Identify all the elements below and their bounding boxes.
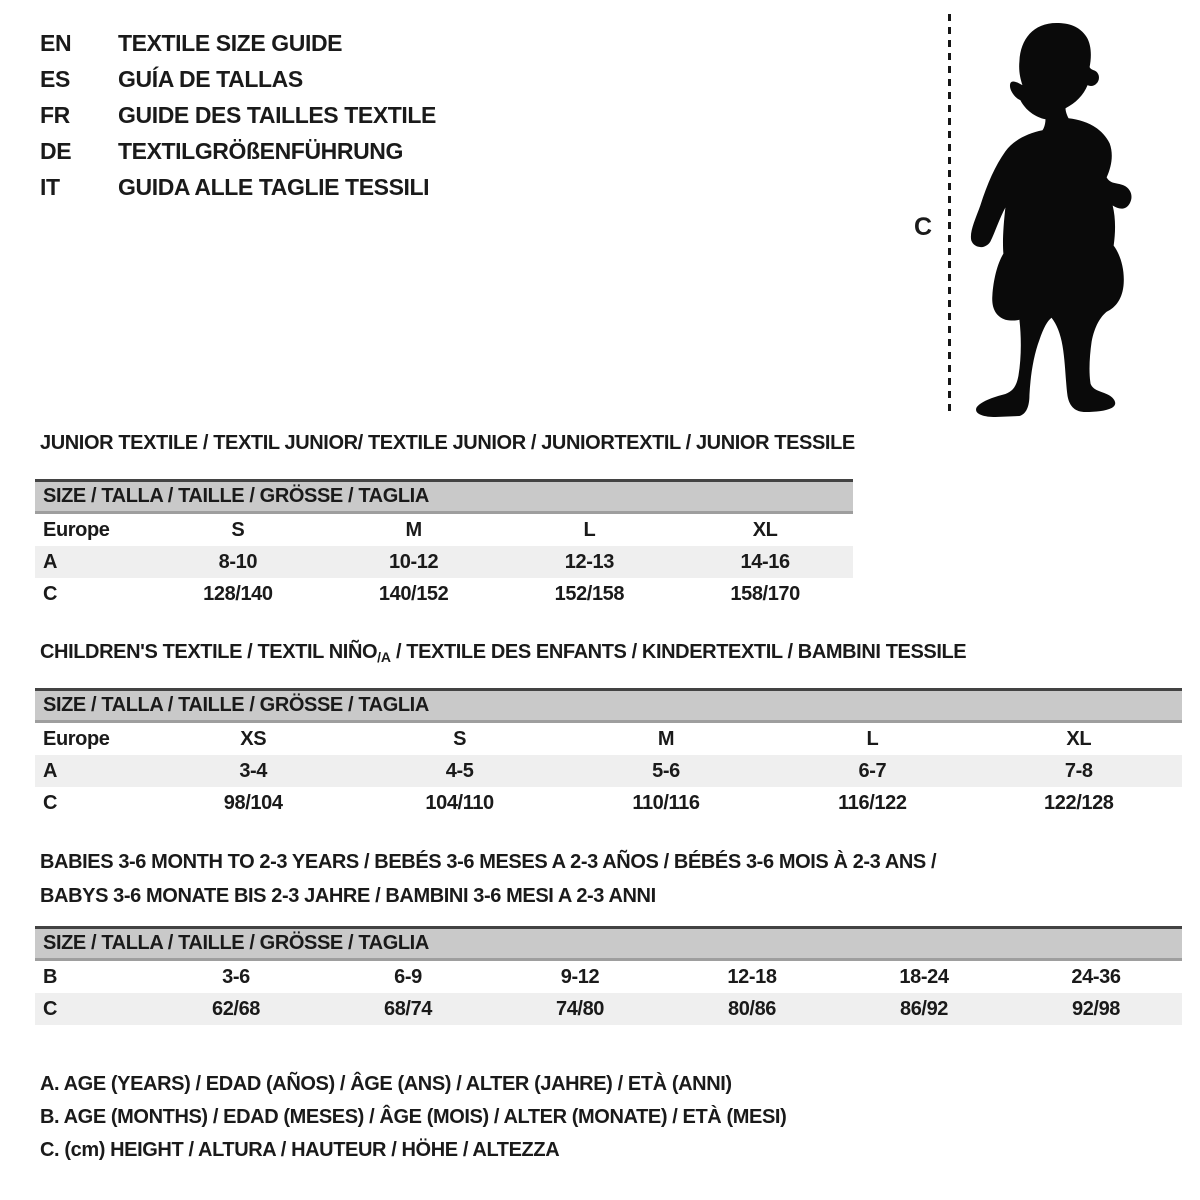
table-cell: 6-9 (394, 965, 422, 988)
table-cell: 12-13 (564, 550, 614, 573)
table-cell: 98/104 (223, 791, 283, 814)
table-cell: 152/158 (554, 582, 625, 605)
lang-code: DE (40, 138, 72, 164)
table-row-age (35, 546, 853, 578)
table-cell: 122/128 (1044, 791, 1114, 814)
legend (40, 1068, 786, 1167)
table-cell: 6-7 (858, 759, 887, 782)
toddler-silhouette-icon (962, 13, 1140, 419)
table-cell: 68/74 (383, 997, 433, 1020)
table-cell: 110/116 (632, 791, 700, 814)
table-cell: 3-4 (239, 759, 268, 782)
size-header-bar: SIZE / TALLA / TAILLE / GRÖSSE / TAGLIA (35, 690, 1182, 722)
size-header-bar: SIZE / TALLA / TAILLE / GRÖSSE / TAGLIA (35, 481, 853, 513)
row-label: C (43, 997, 58, 1020)
lang-title: GUÍA DE TALLAS (118, 66, 303, 92)
height-dashed-line (948, 14, 951, 416)
table-cell: 104/110 (425, 791, 494, 814)
children-section-title (40, 641, 966, 665)
lang-code: FR (40, 102, 70, 128)
toddler-silhouette-path (971, 23, 1132, 417)
table-row-europe (35, 513, 853, 547)
height-line-label: C (914, 213, 933, 241)
children-title-pre: CHILDREN'S TEXTILE / TEXTIL NIÑO (40, 641, 378, 663)
table-row-months (35, 960, 1182, 994)
table-cell: 24-36 (1071, 965, 1121, 988)
lang-code: EN (40, 30, 72, 56)
row-label: B (43, 965, 58, 988)
size-header-row (35, 690, 1182, 722)
table-row-europe (35, 722, 1182, 756)
table-cell: M (657, 727, 675, 750)
table-cell: S (453, 727, 467, 750)
table-cell: 116/122 (838, 791, 907, 814)
table-cell: 140/152 (378, 582, 449, 605)
table-cell: 86/92 (899, 997, 949, 1020)
babies-size-table (35, 926, 1182, 1025)
table-cell: 128/140 (203, 582, 273, 605)
lang-code: ES (40, 66, 70, 92)
children-title-post: / TEXTILE DES ENFANTS / KINDERTEXTIL / BAMBINI TESSILE (390, 641, 967, 663)
table-cell: XL (752, 518, 778, 541)
table-cell: 8-10 (218, 550, 258, 573)
table-cell: 62/68 (211, 997, 261, 1020)
table-cell: L (583, 518, 596, 541)
table-cell: L (866, 727, 879, 750)
children-title-subscript: /A (377, 649, 391, 665)
table-row-height (35, 578, 853, 610)
table-cell: M (405, 518, 422, 541)
table-cell: XL (1066, 727, 1092, 750)
babies-title-line2: BABYS 3-6 MONATE BIS 2-3 JAHRE / BAMBINI 3-6 MESI A 2-3 ANNI (40, 885, 656, 907)
table-cell: 4-5 (445, 759, 474, 782)
table-row-height (35, 787, 1182, 819)
lang-title: TEXTILGRÖßENFÜHRUNG (118, 138, 403, 164)
legend-line-a: A. AGE (YEARS) / EDAD (AÑOS) / ÂGE (ANS) / ALTER (JAHRE) / ETÀ (ANNI) (40, 1073, 732, 1095)
table-row-height (35, 993, 1182, 1025)
table-cell: 158/170 (730, 582, 800, 605)
table-cell: 12-18 (727, 965, 777, 988)
size-header-row (35, 481, 853, 513)
babies-section-title (40, 845, 936, 913)
legend-line-c: C. (cm) HEIGHT / ALTURA / HAUTEUR / HÖHE / ALTEZZA (40, 1139, 560, 1161)
table-cell: 80/86 (727, 997, 777, 1020)
table-cell: 14-16 (740, 550, 790, 573)
junior-section-title: JUNIOR TEXTILE / TEXTIL JUNIOR/ TEXTILE JUNIOR / JUNIORTEXTIL / JUNIOR TESSILE (40, 432, 855, 454)
table-cell: 10-12 (389, 550, 439, 573)
lang-title: GUIDA ALLE TAGLIE TESSILI (118, 174, 430, 200)
lang-title: GUIDE DES TAILLES TEXTILE (118, 102, 436, 128)
row-label: C (43, 582, 58, 605)
junior-size-table (35, 479, 853, 610)
size-header-row (35, 928, 1182, 960)
table-cell: 18-24 (899, 965, 949, 988)
table-cell: 9-12 (560, 965, 600, 988)
row-label: C (43, 791, 58, 814)
row-label: Europe (43, 518, 110, 541)
lang-row-es (40, 61, 436, 97)
lang-row-de (40, 133, 436, 169)
children-size-table (35, 688, 1182, 819)
row-label: A (43, 550, 58, 573)
table-cell: 74/80 (555, 997, 605, 1020)
table-cell: 92/98 (1071, 997, 1121, 1020)
table-cell: XS (240, 727, 267, 750)
language-title-list (40, 25, 436, 205)
row-label: A (43, 759, 58, 782)
table-cell: 5-6 (652, 759, 680, 782)
row-label: Europe (43, 727, 110, 750)
size-header-bar: SIZE / TALLA / TAILLE / GRÖSSE / TAGLIA (35, 928, 1182, 960)
table-cell: S (231, 518, 245, 541)
lang-row-it (40, 169, 436, 205)
table-cell: 7-8 (1064, 759, 1093, 782)
lang-row-en (40, 25, 436, 61)
table-row-age (35, 755, 1182, 787)
lang-row-fr (40, 97, 436, 133)
lang-title: TEXTILE SIZE GUIDE (118, 30, 343, 56)
legend-line-b: B. AGE (MONTHS) / EDAD (MESES) / ÂGE (MOIS) / ALTER (MONATE) / ETÀ (MESI) (40, 1106, 787, 1128)
babies-title-line1: BABIES 3-6 MONTH TO 2-3 YEARS / BEBÉS 3-6 MESES A 2-3 AÑOS / BÉBÉS 3-6 MOIS À 2-3 ANS / (40, 851, 937, 873)
table-cell: 3-6 (222, 965, 250, 988)
lang-code: IT (40, 174, 60, 200)
